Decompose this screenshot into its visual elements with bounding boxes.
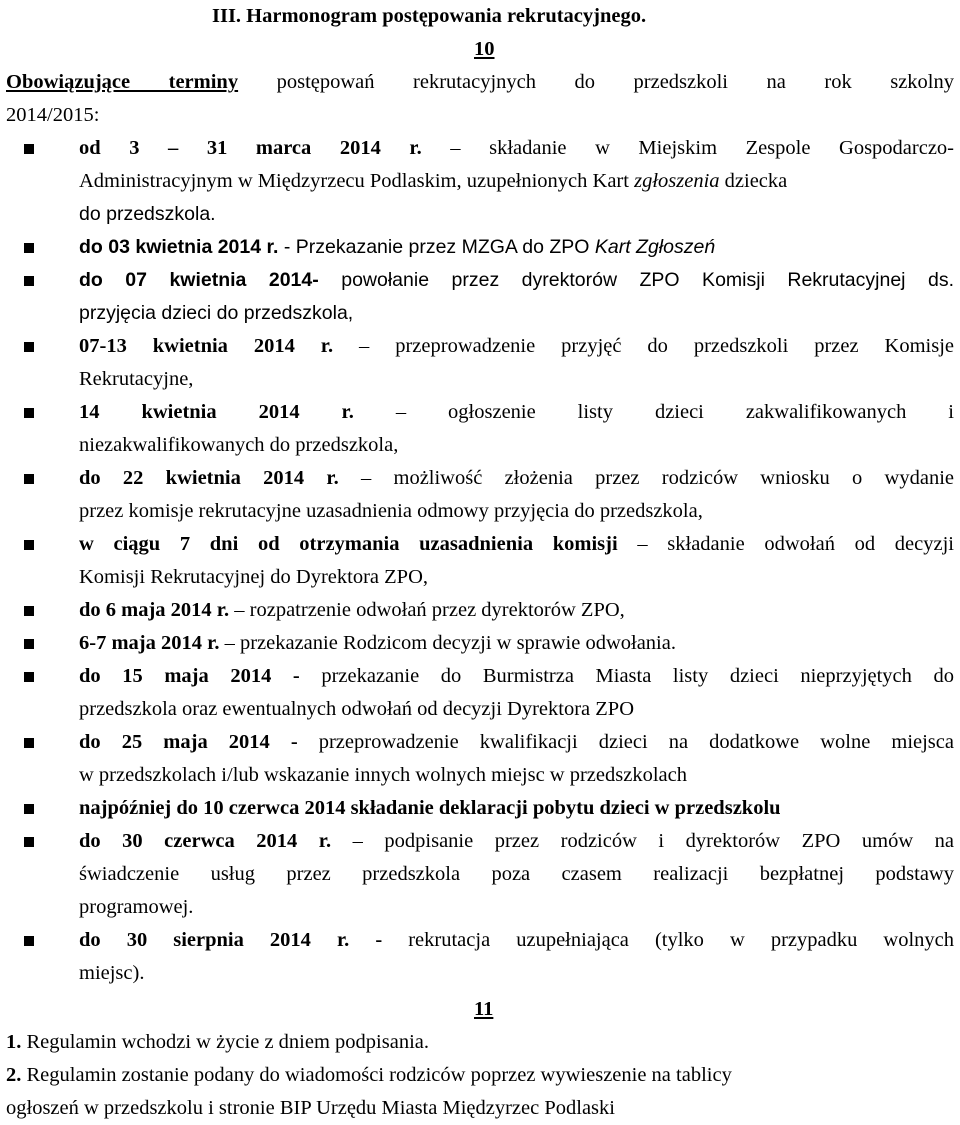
square-bullet-icon: [24, 606, 34, 616]
intro-line-2: 2014/2015:: [6, 104, 100, 126]
square-bullet-icon: [24, 342, 34, 352]
schedule-item-continuation: przedszkola oraz ewentualnych odwołań od decyzji Dyrektora ZPO: [79, 698, 635, 720]
schedule-item: 14 kwietnia 2014 r. – ogłoszenie listy dzieci zakwalifikowanych i: [6, 396, 954, 429]
schedule-item-continuation: do przedszkola.: [79, 203, 216, 225]
item-date: do 03 kwietnia 2014 r.: [79, 236, 279, 258]
intro-underlined: Obowiązujące terminy: [6, 71, 239, 93]
square-bullet-icon: [24, 738, 34, 748]
schedule-item: do 25 maja 2014 - przeprowadzenie kwalifikacji dzieci na dodatkowe wolne miejsca: [6, 726, 954, 759]
item-date: od 3 – 31 marca 2014 r.: [79, 137, 422, 159]
schedule-item-continuation: miejsc).: [79, 962, 145, 984]
intro-line-1: Obowiązujące terminy postępowań rekrutacyjnych do przedszkoli na rok szkolny: [6, 71, 954, 93]
item-date: do 25 maja 2014 -: [79, 731, 298, 753]
schedule-item-continuation: programowej.: [79, 896, 194, 918]
item-date: do 22 kwietnia 2014 r.: [79, 467, 339, 489]
section-11-number: 11: [474, 998, 494, 1020]
schedule-item: do 22 kwietnia 2014 r. – możliwość złożenia przez rodziców wniosku o wydanie: [6, 462, 954, 495]
schedule-item-continuation: Komisji Rekrutacyjnej do Dyrektora ZPO,: [79, 566, 429, 588]
square-bullet-icon: [24, 672, 34, 682]
square-bullet-icon: [24, 540, 34, 550]
schedule-item-continuation: w przedszkolach i/lub wskazanie innych wolnych miejsc w przedszkolach: [79, 764, 687, 786]
item-date: 6-7 maja 2014 r.: [79, 632, 220, 654]
item-date: najpóźniej do 10 czerwca 2014 składanie deklaracji pobytu dzieci w przedszkolu: [79, 797, 781, 819]
final-provision-1: 1. Regulamin wchodzi w życie z dniem podpisania.: [6, 1031, 429, 1053]
schedule-item-continuation: przyjęcia dzieci do przedszkola,: [79, 302, 354, 324]
schedule-item-continuation: Rekrutacyjne,: [79, 368, 194, 390]
square-bullet-icon: [24, 474, 34, 484]
item-date: w ciągu 7 dni od otrzymania uzasadnienia komisji: [79, 533, 618, 555]
document-page: [6, 0, 954, 1125]
schedule-item: do 07 kwietnia 2014- powołanie przez dyrektorów ZPO Komisji Rekrutacyjnej ds.: [6, 264, 954, 297]
square-bullet-icon: [24, 639, 34, 649]
square-bullet-icon: [24, 936, 34, 946]
schedule-item-continuation: świadczenie usług przez przedszkola poza czasem realizacji bezpłatnej podstawy: [79, 863, 954, 885]
schedule-item-continuation: przez komisje rekrutacyjne uzasadnienia odmowy przyjęcia do przedszkola,: [79, 500, 703, 522]
final-provision-2-continuation: ogłoszeń w przedszkolu i stronie BIP Urzędu Miasta Międzyrzec Podlaski: [6, 1097, 615, 1119]
item-date: 07-13 kwietnia 2014 r.: [79, 335, 334, 357]
square-bullet-icon: [24, 837, 34, 847]
square-bullet-icon: [24, 243, 34, 253]
square-bullet-icon: [24, 144, 34, 154]
item-date: do 6 maja 2014 r.: [79, 599, 230, 621]
schedule-item: do 03 kwietnia 2014 r. - Przekazanie przez MZGA do ZPO Kart Zgłoszeń: [6, 231, 954, 264]
square-bullet-icon: [24, 408, 34, 418]
square-bullet-icon: [24, 276, 34, 286]
item-date: do 30 czerwca 2014 r.: [79, 830, 332, 852]
schedule-item-continuation: Administracyjnym w Międzyrzecu Podlaskim, uzupełnionych Kart zgłoszenia dziecka: [79, 170, 788, 192]
schedule-item: do 30 sierpnia 2014 r. - rekrutacja uzupełniająca (tylko w przypadku wolnych: [6, 924, 954, 957]
section-10-number: 10: [474, 38, 495, 60]
final-provision-2: 2. Regulamin zostanie podany do wiadomości rodziców poprzez wywieszenie na tablicy: [6, 1064, 732, 1086]
item-date: do 30 sierpnia 2014 r. -: [79, 929, 383, 951]
schedule-item: w ciągu 7 dni od otrzymania uzasadnienia komisji – składanie odwołań od decyzji: [6, 528, 954, 561]
schedule-item: do 30 czerwca 2014 r. – podpisanie przez rodziców i dyrektorów ZPO umów na: [6, 825, 954, 858]
item-date: do 15 maja 2014 -: [79, 665, 300, 687]
item-date: do 07 kwietnia 2014-: [79, 269, 319, 291]
item-date: 14 kwietnia 2014 r.: [79, 401, 354, 423]
schedule-item: do 6 maja 2014 r. – rozpatrzenie odwołań przez dyrektorów ZPO,: [6, 594, 954, 627]
schedule-item: 6-7 maja 2014 r. – przekazanie Rodzicom decyzji w sprawie odwołania.: [6, 627, 954, 660]
schedule-item: [6, 792, 954, 825]
schedule-item-continuation: niezakwalifikowanych do przedszkola,: [79, 434, 399, 456]
square-bullet-icon: [24, 804, 34, 814]
schedule-item: 07-13 kwietnia 2014 r. – przeprowadzenie przyjęć do przedszkoli przez Komisje: [6, 330, 954, 363]
section-heading: III. Harmonogram postępowania rekrutacyjnego.: [212, 5, 647, 27]
schedule-item: od 3 – 31 marca 2014 r. – składanie w Miejskim Zespole Gospodarczo-: [6, 132, 954, 165]
schedule-item: do 15 maja 2014 - przekazanie do Burmistrza Miasta listy dzieci nieprzyjętych do: [6, 660, 954, 693]
